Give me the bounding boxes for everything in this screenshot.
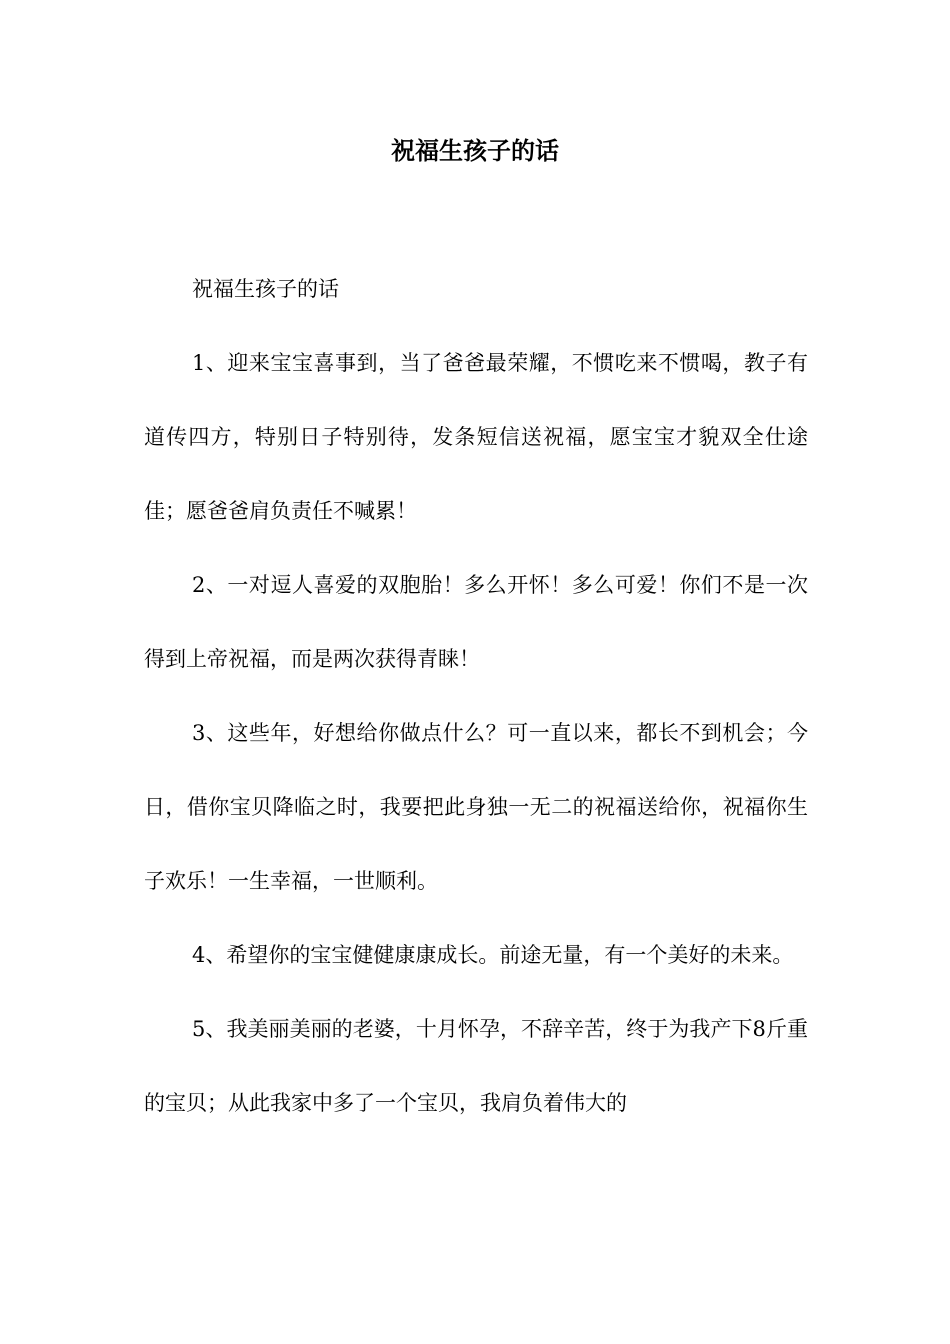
paragraph-heading: 祝福生孩子的话: [192, 277, 339, 301]
paragraph-5: 5、我美丽美丽的老婆，十月怀孕，不辞辛苦，终于为我产下8斤重的宝贝；从此我家中多了一个宝贝，我肩负着伟大的: [144, 1017, 808, 1115]
paragraph-2: 2、一对逗人喜爱的双胞胎！多么开怀！多么可爱！你们不是一次得到上帝祝福，而是两次获得青睐！: [144, 573, 808, 671]
paragraph-4: 4、希望你的宝宝健健康康成长。前途无量，有一个美好的未来。: [192, 943, 794, 967]
paragraph-1: 1、迎来宝宝喜事到，当了爸爸最荣耀，不惯吃来不惯喝，教子有道传四方，特别日子特别待，发条短信送祝福，愿宝宝才貌双全仕途佳；愿爸爸肩负责任不喊累！: [144, 351, 808, 523]
document-body: [144, 252, 808, 1140]
document-title: 祝福生孩子的话: [391, 136, 559, 165]
paragraph-3: 3、这些年，好想给你做点什么？可一直以来，都长不到机会；今日，借你宝贝降临之时，我要把此身独一无二的祝福送给你，祝福你生子欢乐！一生幸福，一世顺利。: [144, 721, 808, 893]
